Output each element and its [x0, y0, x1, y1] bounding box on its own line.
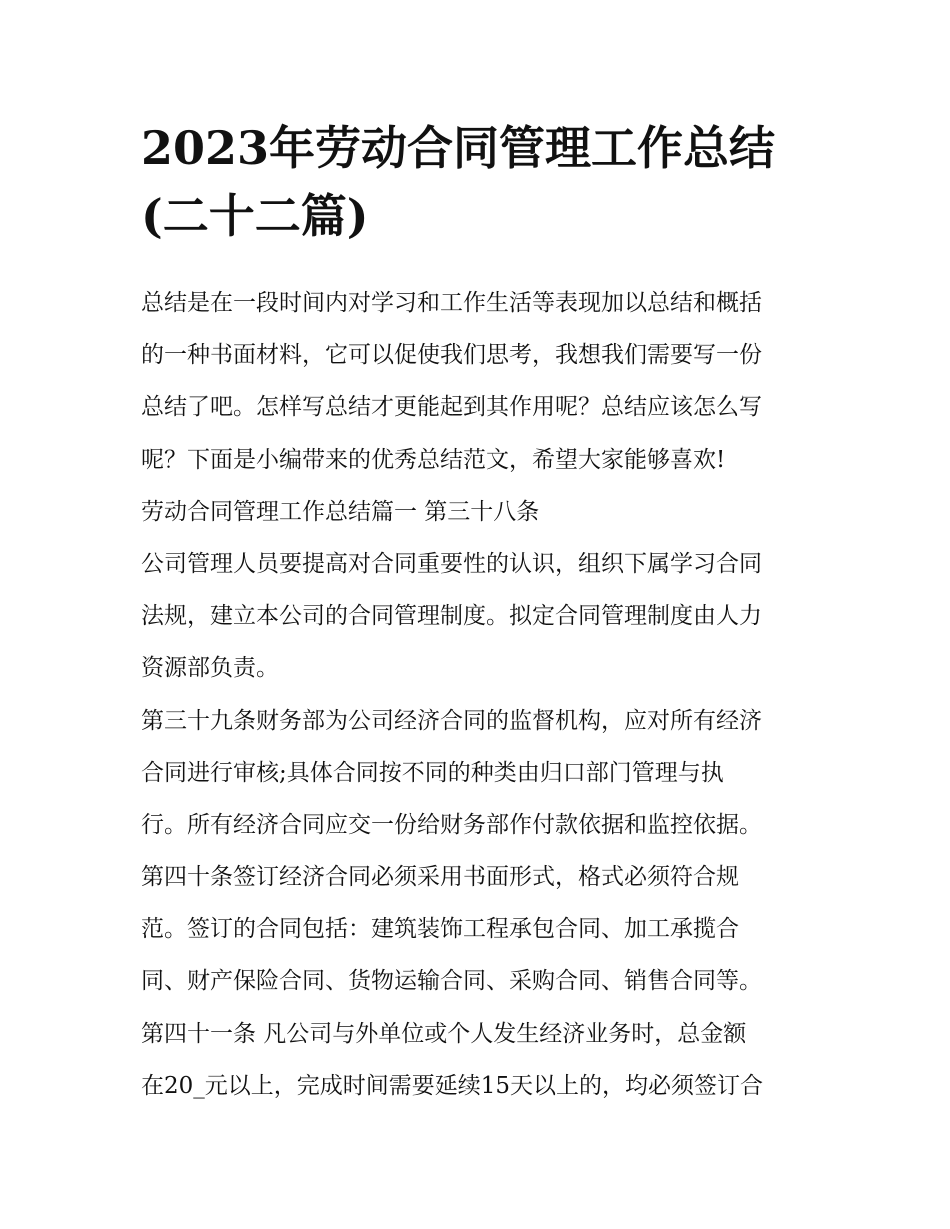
body-line: 范。签订的合同包括：建筑装饰工程承包合同、加工承揽合: [141, 916, 739, 943]
title-line: (二十二篇): [141, 189, 369, 243]
body-line: 公司管理人员要提高对合同重要性的认识，组织下属学习合同: [141, 550, 762, 577]
body-line: 行。所有经济合同应交一份给财务部作付款依据和监控依据。: [141, 811, 762, 838]
body-line: 法规，建立本公司的合同管理制度。拟定合同管理制度由人力: [141, 603, 762, 630]
body-line: 呢？下面是小编带来的优秀总结范文，希望大家能够喜欢!: [141, 446, 726, 473]
section-heading: 劳动合同管理工作总结篇一 第三十八条: [141, 498, 540, 525]
document-body: [141, 277, 831, 1112]
body-line: 总结了吧。怎样写总结才更能起到其作用呢？总结应该怎么写: [141, 394, 762, 421]
body-line: 在20_元以上，完成时间需要延续15天以上的，均必须签订合: [141, 1072, 764, 1099]
body-line: 合同进行审核;具体合同按不同的种类由归口部门管理与执: [141, 759, 724, 786]
body-line: 第四十条签订经济合同必须采用书面形式，格式必须符合规: [141, 864, 739, 891]
document-title: [141, 114, 821, 250]
body-line: 同、财产保险合同、货物运输合同、采购合同、销售合同等。: [141, 968, 762, 995]
body-line: 的一种书面材料，它可以促使我们思考，我想我们需要写一份: [141, 342, 762, 369]
body-line: 第三十九条财务部为公司经济合同的监督机构，应对所有经济: [141, 707, 762, 734]
body-line: 第四十一条 凡公司与外单位或个人发生经济业务时，总金额: [141, 1020, 747, 1047]
body-line: 资源部负责。: [141, 655, 279, 682]
body-line: 总结是在一段时间内对学习和工作生活等表现加以总结和概括: [141, 290, 762, 316]
title-line: 2023年劳动合同管理工作总结: [141, 121, 776, 175]
